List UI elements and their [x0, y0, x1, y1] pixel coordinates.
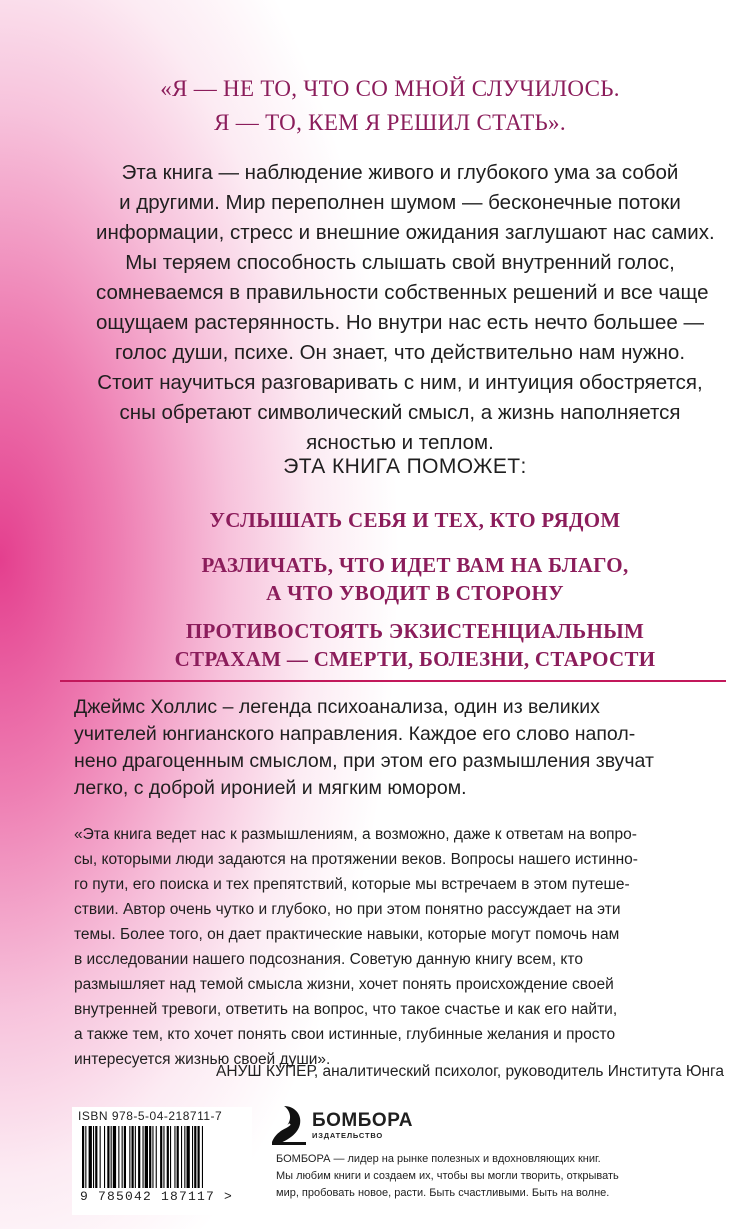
author-line: учителей юнгианского направления. Каждое его слово напол- [74, 723, 636, 745]
review-credit [120, 1063, 724, 1081]
review-line: «Эта книга ведет нас к размышлениям, а возможно, даже к ответам на вопро- [74, 826, 637, 843]
benefit-line: А ЧТО УВОДИТ В СТОРОНУ [266, 581, 564, 605]
benefit-line: РАЗЛИЧАТЬ, ЧТО ИДЕТ ВАМ НА БЛАГО, [201, 553, 629, 577]
section-divider [60, 680, 726, 682]
intro-line: ясностью и теплом. [306, 431, 494, 454]
intro-line: Стоит научиться разговаривать с ним, и интуиция обостряется, [97, 371, 703, 394]
review-line: в исследовании нашего подсознания. Советую данную книгу всем, кто [74, 951, 583, 968]
epigraph-line-1: «Я — НЕ ТО, ЧТО СО МНОЙ СЛУЧИЛОСЬ. [160, 76, 620, 101]
barcode-digits: 9 785042 187117 [80, 1189, 216, 1204]
benefit-line: ПРОТИВОСТОЯТЬ ЭКЗИСТЕНЦИАЛЬНЫМ [185, 619, 645, 643]
intro-line: информации, стресс и внешние ожидания заглушают нас самих. [96, 221, 715, 244]
credit-role: , аналитический психолог, руководитель Института Юнга [313, 1063, 724, 1080]
review-line: темы. Более того, он дает практические навыки, которые могут помочь нам [74, 926, 620, 943]
epigraph-line-2: Я — ТО, КЕМ Я РЕШИЛ СТАТЬ». [214, 110, 566, 135]
review-line: размышляет над темой смысла жизни, хочет понять происхождение своей [74, 976, 614, 993]
benefit-item [150, 617, 680, 673]
review-line: а также тем, кто хочет понять свои истинные, глубинные желания и просто [74, 1026, 616, 1043]
intro-line: и другими. Мир переполнен шумом — бесконечные потоки [119, 191, 681, 214]
publisher-line: БОМБОРА — лидер на рынке полезных и вдохновляющих книг. [276, 1153, 601, 1165]
intro-paragraph [96, 158, 715, 458]
author-line: нено драгоценным смыслом, при этом его размышления звучат [74, 750, 654, 772]
epigraph [110, 72, 670, 140]
benefit-item [150, 551, 680, 607]
helps-heading: ЭТА КНИГА ПОМОЖЕТ: [283, 455, 527, 478]
review-line: внутренней тревоги, ответить на вопрос, что такое счастье и как его найти, [74, 1001, 618, 1018]
intro-line: сомневаемся в правильности собственных решений и все чаще [96, 281, 709, 304]
barcode-icon [82, 1126, 242, 1190]
review-line: сы, которыми люди задаются на протяжении веков. Вопросы нашего истинно- [74, 851, 638, 868]
publisher-logo [270, 1100, 413, 1150]
barcode-number [80, 1189, 233, 1204]
bombora-wave-icon [270, 1102, 308, 1146]
publisher-line: мир, пробовать новое, расти. Быть счастливыми. Быть на волне. [276, 1187, 610, 1199]
publisher-blurb [276, 1151, 696, 1202]
intro-line: Мы теряем способность слышать свой внутренний голос, [125, 251, 675, 274]
intro-line: голос души, психе. Он знает, что действительно нам нужно. [114, 341, 686, 364]
barcode-arrow: > [224, 1189, 234, 1204]
intro-line: ощущаем растерянность. Но внутри нас есть нечто большее — [96, 311, 704, 334]
author-description [74, 694, 714, 802]
benefit-line: УСЛЫШАТЬ СЕБЯ И ТЕХ, КТО РЯДОМ [209, 508, 621, 532]
review-line: го пути, его поиска и тех препятствий, которые мы встречаем в этом путеше- [74, 876, 630, 893]
benefit-item [150, 506, 680, 534]
review-line: интересуется жизнью своей души». [74, 1051, 331, 1068]
review-quote [74, 822, 724, 1072]
review-line: ствии. Автор очень чутко и глубоко, но при этом понятно рассуждает на эти [74, 901, 621, 918]
isbn-label: ISBN 978-5-04-218711-7 [78, 1109, 223, 1123]
barcode-block [72, 1107, 252, 1215]
publisher-line: Мы любим книги и создаем их, чтобы вы могли творить, открывать [276, 1170, 619, 1182]
author-line: Джеймс Холлис – легенда психоанализа, один из великих [74, 696, 600, 718]
publisher-name: БОМБОРА [312, 1110, 413, 1131]
author-line: легко, с доброй иронией и мягким юмором. [74, 777, 467, 799]
credit-name: АНУШ КУПЕР [216, 1063, 314, 1080]
intro-line: сны обретают символический смысл, а жизнь наполняется [119, 401, 681, 424]
publisher-subtitle: ИЗДАТЕЛЬСТВО [312, 1131, 383, 1140]
benefit-line: СТРАХАМ — СМЕРТИ, БОЛЕЗНИ, СТАРОСТИ [174, 647, 656, 671]
intro-line: Эта книга — наблюдение живого и глубокого ума за собой [121, 161, 679, 184]
